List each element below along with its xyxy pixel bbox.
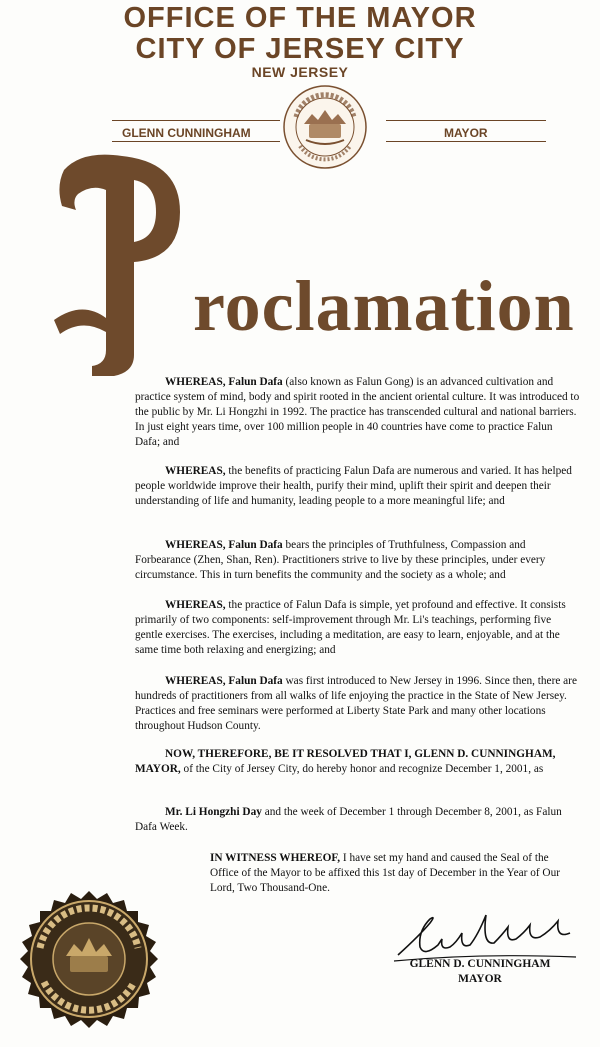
paragraph-2: WHEREAS, the benefits of practicing Falun Dafa are numerous and varied. It has helped people worldwide improve their health, purify their mind, uplift their spirit and deepen their understanding of life and humanity, leading people to a more meaningful life; and	[135, 465, 572, 507]
left-rule	[112, 120, 280, 121]
corporate-seal-icon	[282, 84, 368, 170]
signature-title: MAYOR	[458, 973, 502, 985]
office-heading: OFFICE OF THE MAYOR	[123, 2, 477, 34]
signature-block	[395, 957, 565, 987]
left-rule-lower	[112, 141, 280, 142]
state-heading: NEW JERSEY	[251, 64, 349, 80]
paragraph-day: Mr. Li Hongzhi Day and the week of December 1 through December 8, 2001, as Falun Dafa Week.	[135, 806, 562, 833]
mayor-title-header: MAYOR	[444, 126, 488, 140]
paragraph-4: WHEREAS, the practice of Falun Dafa is simple, yet profound and effective. It consists primarily of two components: self-improvement through Mr. Li's teachings, performing five gentle exercises. The exercises, including a meditation, are easy to learn, enjoyable, and at the same time both relaxing and energizing; and	[135, 599, 566, 656]
signature-name: GLENN D. CUNNINGHAM	[409, 958, 551, 970]
right-rule	[386, 120, 546, 121]
svg-text:OFFICE OF THE MAYOR · JERSEY C: OFFICE OF THE MAYOR · JERSEY CITY, N.J.	[8, 878, 28, 879]
svg-text:P: P	[122, 290, 123, 291]
proclamation-initial-p	[52, 150, 192, 380]
paragraph-witness: IN WITNESS WHEREOF, I have set my hand and caused the Seal of the Office of the Mayor to be affixed this 1st day of December in the Year of Our Lord, Two Thousand-One.	[210, 852, 560, 894]
proclamation-title: roclamation	[193, 266, 575, 346]
mayor-name-header: GLENN CUNNINGHAM	[122, 126, 251, 140]
paragraph-resolution: NOW, THEREFORE, BE IT RESOLVED THAT I, GLENN D. CUNNINGHAM, MAYOR, of the City of Jersey City, do hereby honor and recognize December 1, 2001, as	[135, 748, 556, 775]
city-heading: CITY OF JERSEY CITY	[135, 33, 465, 65]
right-rule-lower	[386, 141, 546, 142]
paragraph-3: WHEREAS, Falun Dafa bears the principles of Truthfulness, Compassion and Forbearance (Zhen, Shan, Ren). Practitioners strive to live by these principles, under every circumstance. This in turn benefits the community and the society as a whole; and	[135, 539, 546, 581]
gold-seal-icon	[8, 878, 170, 1040]
paragraph-1: WHEREAS, Falun Dafa (also known as Falun Gong) is an advanced cultivation and practice system of mind, body and spirit rooted in the ancient oriental culture. It was introduced to the public by Mr. Li Hongzhi in 1992. The practice has transcended cultural and national barriers. In just eight years time, over 100 million people in 40 countries have come to practice Falun Dafa; and	[135, 376, 580, 448]
paragraph-5: WHEREAS, Falun Dafa was first introduced to New Jersey in 1996. Since then, there are hundreds of practitioners from all walks of life enjoying the practice in the State of New Jersey. Practices and free seminars were performed at Liberty State Park and many other locations throughout Hudson County.	[135, 675, 577, 732]
svg-text:Glenn D. Cunningham: Glenn D. Cunningham	[390, 905, 400, 906]
